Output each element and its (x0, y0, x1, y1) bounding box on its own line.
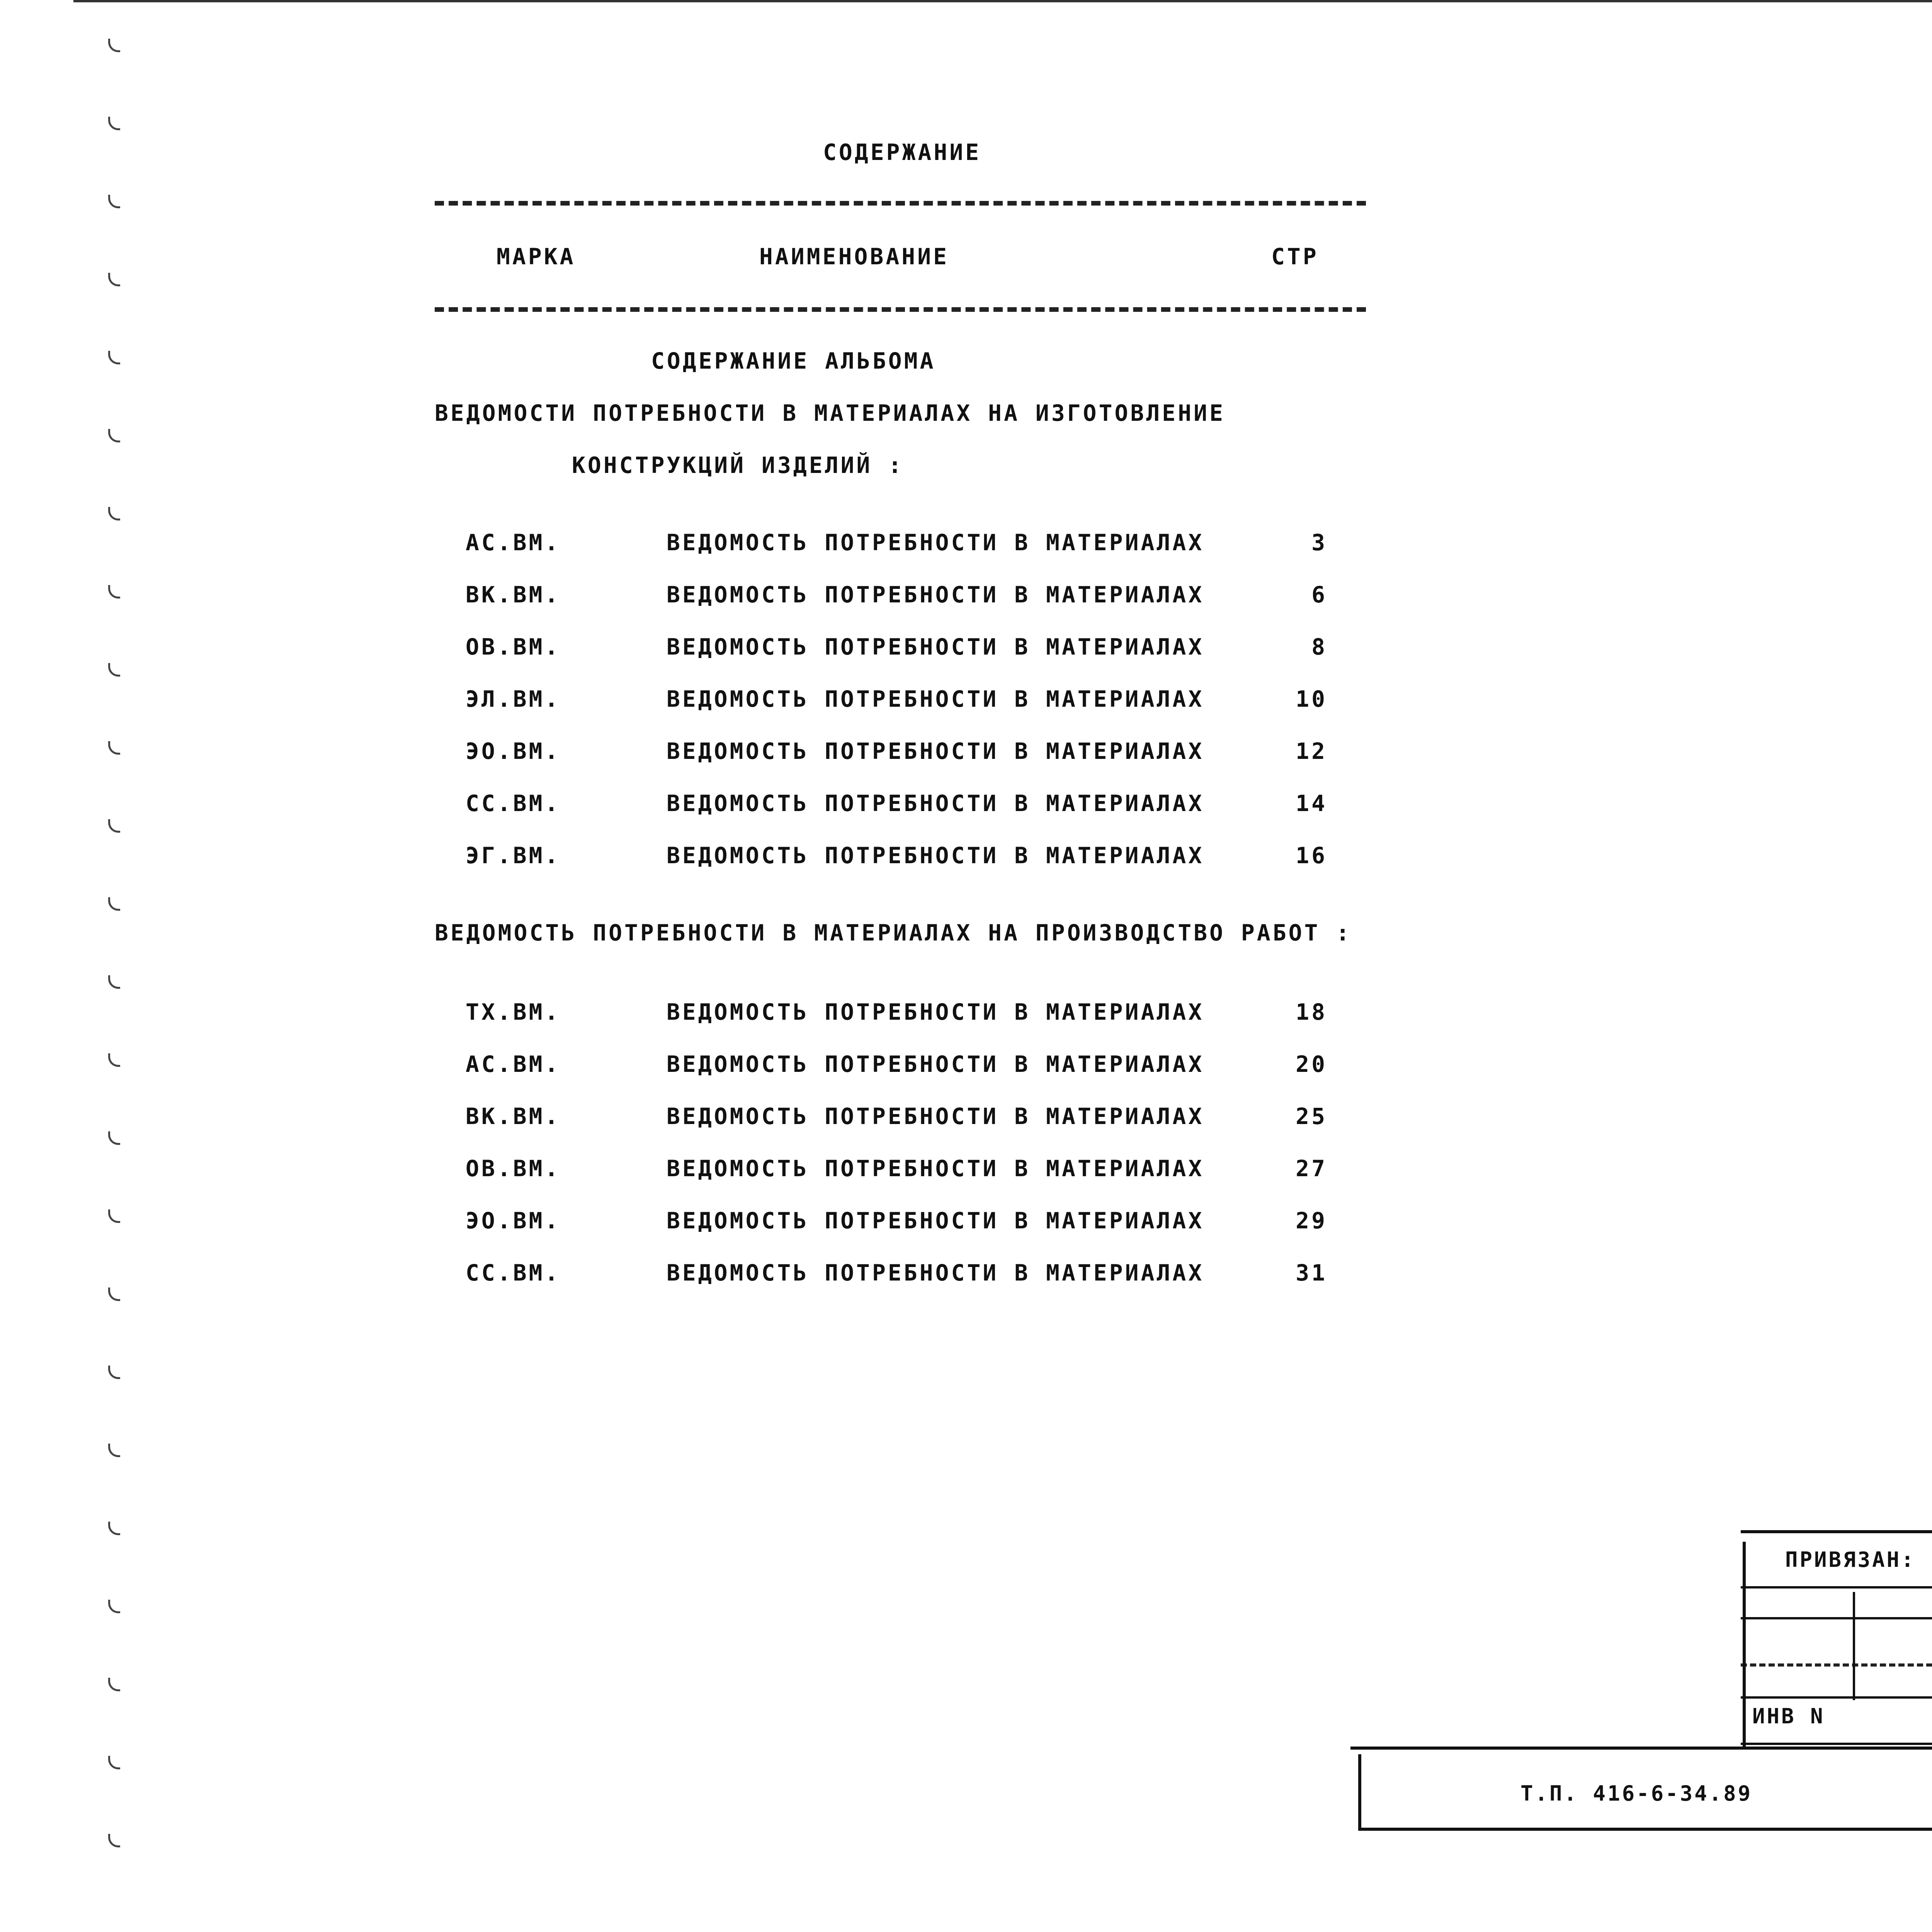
tb-rule (1741, 1696, 1932, 1699)
item-name: ВЕДОМОСТЬ ПОТРЕБНОСТИ В МАТЕРИАЛАХ (667, 1103, 1204, 1129)
perforation-hook (108, 1678, 120, 1691)
item-name: ВЕДОМОСТЬ ПОТРЕБНОСТИ В МАТЕРИАЛАХ (667, 1260, 1204, 1286)
item-name: ВЕДОМОСТЬ ПОТРЕБНОСТИ В МАТЕРИАЛАХ (667, 842, 1204, 869)
perforation-hook (108, 39, 120, 52)
item-page: 16 (1296, 842, 1327, 869)
perforation-hook (108, 975, 120, 989)
list-item (435, 1208, 1327, 1236)
item-code: СС.ВМ. (466, 1260, 561, 1286)
page-title: СОДЕРЖАНИЕ (823, 139, 981, 165)
list-item (435, 1155, 1327, 1184)
section1-title-line1: ВЕДОМОСТИ ПОТРЕБНОСТИ В МАТЕРИАЛАХ НА ИЗГОТОВЛЕНИЕ (435, 400, 1225, 426)
item-name: ВЕДОМОСТЬ ПОТРЕБНОСТИ В МАТЕРИАЛАХ (667, 999, 1204, 1025)
item-code: ЭО.ВМ. (466, 738, 561, 764)
item-code: ВК.ВМ. (466, 582, 561, 608)
tb-doc-code: Т.П. 416-6-34.89 (1520, 1781, 1753, 1806)
tb-rule (1741, 1617, 1932, 1619)
list-item (435, 529, 1327, 558)
item-code: ОВ.ВМ. (466, 1155, 561, 1182)
column-header-mark: МАРКА (497, 243, 576, 270)
perforation-hook (108, 897, 120, 911)
list-item (435, 1051, 1327, 1080)
perforation-hook (108, 507, 120, 520)
perforation-hook (108, 1131, 120, 1145)
item-page: 31 (1296, 1260, 1327, 1286)
tb-vline (1853, 1592, 1855, 1700)
page-top-edge (73, 0, 1932, 2)
perforation-hook (108, 1444, 120, 1457)
item-page: 14 (1296, 790, 1327, 816)
item-name: ВЕДОМОСТЬ ПОТРЕБНОСТИ В МАТЕРИАЛАХ (667, 686, 1204, 712)
section2-title: ВЕДОМОСТЬ ПОТРЕБНОСТИ В МАТЕРИАЛАХ НА ПРОИЗВОДСТВО РАБОТ : (435, 920, 1352, 946)
perforation-hook (108, 195, 120, 208)
tb-vline (1358, 1754, 1361, 1828)
item-name: ВЕДОМОСТЬ ПОТРЕБНОСТИ В МАТЕРИАЛАХ (667, 582, 1204, 608)
tb-main-bottom (1358, 1828, 1932, 1831)
item-page: 27 (1296, 1155, 1327, 1182)
item-page: 29 (1296, 1208, 1327, 1234)
item-code: АС.ВМ. (466, 529, 561, 556)
item-code: ЭО.ВМ. (466, 1208, 561, 1234)
column-header-page: СТР (1271, 243, 1319, 270)
perforation-hook (108, 351, 120, 364)
album-title: СОДЕРЖАНИЕ АЛЬБОМА (651, 348, 936, 374)
tb-vline (1743, 1542, 1746, 1747)
column-header-name: НАИМЕНОВАНИЕ (759, 243, 949, 270)
item-name: ВЕДОМОСТЬ ПОТРЕБНОСТИ В МАТЕРИАЛАХ (667, 529, 1204, 556)
item-code: СС.ВМ. (466, 790, 561, 816)
item-name: ВЕДОМОСТЬ ПОТРЕБНОСТИ В МАТЕРИАЛАХ (667, 1051, 1204, 1077)
perforation-hook (108, 1522, 120, 1535)
list-item (435, 634, 1327, 663)
list-item (435, 1260, 1327, 1289)
list-item (435, 582, 1327, 611)
tb-upper-top (1741, 1530, 1932, 1533)
item-code: ЭЛ.ВМ. (466, 686, 561, 712)
item-code: ВК.ВМ. (466, 1103, 561, 1129)
item-name: ВЕДОМОСТЬ ПОТРЕБНОСТИ В МАТЕРИАЛАХ (667, 1208, 1204, 1234)
item-page: 18 (1296, 999, 1327, 1025)
item-name: ВЕДОМОСТЬ ПОТРЕБНОСТИ В МАТЕРИАЛАХ (667, 738, 1204, 764)
list-item (435, 790, 1327, 819)
perforation-hook (108, 1053, 120, 1067)
perforation-hook (108, 1600, 120, 1613)
tb-dash-rule (1741, 1663, 1932, 1667)
item-name: ВЕДОМОСТЬ ПОТРЕБНОСТИ В МАТЕРИАЛАХ (667, 1155, 1204, 1182)
perforation-hook (108, 585, 120, 599)
list-item (435, 686, 1327, 715)
header-top-rule (435, 201, 1366, 206)
perforation-hook (108, 429, 120, 442)
item-page: 3 (1311, 529, 1327, 556)
item-code: ТХ.ВМ. (466, 999, 561, 1025)
tb-main-top (1350, 1747, 1932, 1750)
item-name: ВЕДОМОСТЬ ПОТРЕБНОСТИ В МАТЕРИАЛАХ (667, 634, 1204, 660)
perforation-hook (108, 1756, 120, 1769)
list-item (435, 842, 1327, 871)
list-item (435, 999, 1327, 1028)
item-code: АС.ВМ. (466, 1051, 561, 1077)
item-code: ОВ.ВМ. (466, 634, 561, 660)
item-code: ЭГ.ВМ. (466, 842, 561, 869)
perforation-hook (108, 741, 120, 755)
item-page: 8 (1311, 634, 1327, 660)
item-page: 12 (1296, 738, 1327, 764)
list-item (435, 738, 1327, 767)
item-page: 25 (1296, 1103, 1327, 1129)
perforation-hook (108, 1366, 120, 1379)
tb-linked-label: ПРИВЯЗАН: (1785, 1548, 1916, 1572)
perforation-hook (108, 1209, 120, 1223)
item-page: 10 (1296, 686, 1327, 712)
item-name: ВЕДОМОСТЬ ПОТРЕБНОСТИ В МАТЕРИАЛАХ (667, 790, 1204, 816)
list-item (435, 1103, 1327, 1132)
section1-title-line2: КОНСТРУКЦИЙ ИЗДЕЛИЙ : (572, 452, 904, 478)
perforation-hook (108, 273, 120, 286)
header-bottom-rule (435, 307, 1366, 312)
tb-rule (1741, 1743, 1932, 1745)
tb-rule (1741, 1586, 1932, 1588)
item-page: 20 (1296, 1051, 1327, 1077)
tb-inv-label: ИНВ N (1752, 1704, 1825, 1728)
perforation-hook (108, 1834, 120, 1847)
perforation-hook (108, 663, 120, 677)
item-page: 6 (1311, 582, 1327, 608)
perforation-hook (108, 1287, 120, 1301)
perforation-hook (108, 117, 120, 130)
perforation-hook (108, 819, 120, 833)
